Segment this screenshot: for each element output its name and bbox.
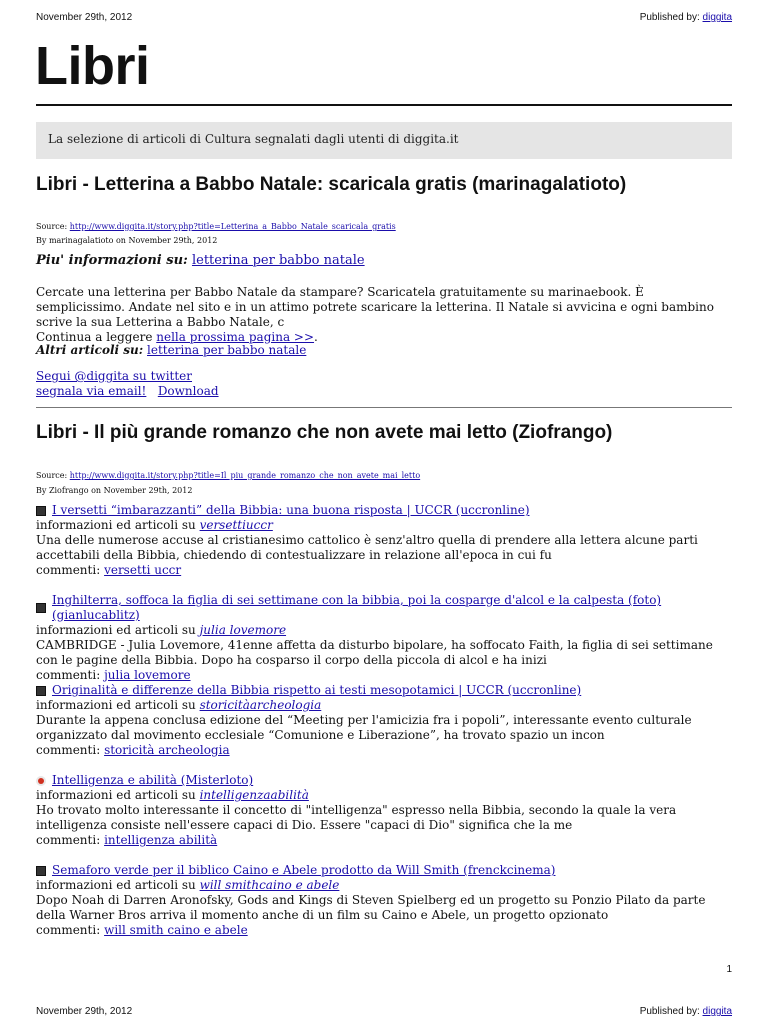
red-circle-favicon-icon — [36, 776, 46, 786]
article2-source-link[interactable]: http://www.diggita.it/story.php?title=Il_piu_grande_romanzo_che_non_avete_mai_letto — [69, 471, 421, 480]
page-header — [36, 12, 732, 26]
related-entry-link[interactable]: Semaforo verde per il biblico Caino e Abele prodotto da Will Smith (frenckcinema) — [52, 863, 556, 877]
article1-body-text: Cercate una letterina per Babbo Natale da stampare? Scaricatela gratuitamente su marinaebook. È semplicissimo. Andate nel sito e in un attimo potrete scaricare la letterina. Il Natale si avvicina e ogni bambino scrive la sua Letterina a Babbo Natale, c — [36, 285, 714, 329]
related-entry-body: CAMBRIDGE - Julia Lovemore, 41enne affetta da disturbo bipolare, ha soffocato Faith, la figlia di sei settimane con le pagine della Bibbia. Dopo ha cosparso il corpo della piccola di alcol e ha inizi — [36, 638, 713, 667]
comments-link[interactable]: intelligenza abilità — [104, 833, 218, 847]
related-entry — [36, 863, 736, 938]
info-label: informazioni ed articoli su — [36, 878, 200, 892]
footer-publisher — [640, 1006, 732, 1017]
comments-label: commenti: — [36, 833, 105, 847]
comments-label: commenti: — [36, 743, 105, 757]
related-entry — [36, 593, 736, 683]
article2-byline: By Ziofrango on November 29th, 2012 — [36, 486, 193, 495]
article1-byline: By marinagalatioto on November 29th, 2012 — [36, 236, 218, 245]
info-label: informazioni ed articoli su — [36, 623, 200, 637]
more-info-label: Piu' informazioni su: — [36, 253, 188, 268]
article1-altri — [36, 342, 306, 358]
comments-label: commenti: — [36, 923, 105, 937]
related-entry — [36, 773, 736, 848]
title-divider — [36, 104, 732, 106]
header-date: November 29th, 2012 — [36, 12, 133, 23]
site-favicon-icon — [36, 686, 46, 696]
comments-link[interactable]: storicità archeologia — [104, 743, 230, 757]
site-favicon-icon — [36, 866, 46, 876]
related-entry-link[interactable]: I versetti “imbarazzanti” della Bibbia: una buona risposta | UCCR (uccronline) — [52, 503, 530, 517]
related-entry-body: Durante la appena conclusa edizione del “Meeting per l'amicizia fra i popoli”, interessante evento culturale organizzato dal movimento ecclesiale “Comunione e Liberazione”, ha trovato spazio un incon — [36, 713, 692, 742]
article1-title: Libri - Letterina a Babbo Natale: scaricala gratis (marinagalatioto) — [36, 174, 627, 195]
altri-link[interactable]: letterina per babbo natale — [147, 343, 307, 357]
info-label: informazioni ed articoli su — [36, 518, 200, 532]
related-entry-body: Una delle numerose accuse al cristianesimo cattolico è senz'altro quella di prendere alla lettera alcune parti accettabili della Bibbia, chiedendo di contestualizzare in relazione all'epoca in cui fu — [36, 533, 698, 562]
related-entry-body: Ho trovato molto interessante il concetto di "intelligenza" espresso nella Bibbia, secondo la quale la vera intelligenza consiste nell'essere capaci di Dio. Essere "capaci di Dio" significa che la me — [36, 803, 677, 832]
source-label: Source: — [36, 471, 70, 480]
header-publisher — [640, 12, 732, 23]
info-tag-link[interactable]: storicitàarcheologia — [199, 698, 322, 712]
more-info-link[interactable]: letterina per babbo natale — [191, 253, 365, 268]
article1-more-info — [36, 253, 365, 269]
article1-body — [36, 285, 736, 345]
info-tag-link[interactable]: versettiuccr — [199, 518, 273, 532]
related-entry — [36, 683, 736, 758]
publisher-label: Published by: — [639, 1006, 703, 1017]
publisher-label: Published by: — [639, 12, 703, 23]
info-label: informazioni ed articoli su — [36, 788, 200, 802]
comments-link[interactable]: julia lovemore — [104, 668, 191, 682]
site-favicon-icon — [36, 603, 46, 613]
publisher-link[interactable]: diggita — [702, 12, 732, 23]
related-entry-body: Dopo Noah di Darren Aronofsky, Gods and Kings di Steven Spielberg ed un progetto su Ponzio Pilato da parte della Warner Bros arriva il momento anche di un film su Caino e Abele, un progetto opzionato — [36, 893, 706, 922]
article1-source-link[interactable]: http://www.diggita.it/story.php?title=Letterina_a_Babbo_Natale_scaricala_gratis — [69, 222, 396, 231]
footer-date: November 29th, 2012 — [36, 1006, 133, 1017]
info-tag-link[interactable]: julia lovemore — [199, 623, 287, 637]
comments-label: commenti: — [36, 668, 105, 682]
related-entry — [36, 503, 736, 578]
comments-link[interactable]: versetti uccr — [104, 563, 182, 577]
source-label: Source: — [36, 222, 70, 231]
related-entry-link[interactable]: Originalità e differenze della Bibbia rispetto ai testi mesopotamici | UCCR (uccronline) — [52, 683, 582, 697]
article2-title: Libri - Il più grande romanzo che non avete mai letto (Ziofrango) — [36, 422, 613, 443]
continue-label: Continua a leggere — [36, 330, 157, 344]
download-link[interactable]: Download — [157, 384, 219, 398]
comments-label: commenti: — [36, 563, 105, 577]
info-label: informazioni ed articoli su — [36, 698, 200, 712]
info-tag-link[interactable]: will smithcaino e abele — [199, 878, 340, 892]
publisher-link[interactable]: diggita — [702, 1006, 732, 1017]
continue-end: . — [314, 330, 318, 344]
comments-link[interactable]: will smith caino e abele — [104, 923, 248, 937]
article1-source — [36, 222, 396, 232]
site-favicon-icon — [36, 506, 46, 516]
page-title: Libri — [35, 36, 150, 96]
altri-label: Altri articoli su: — [36, 343, 144, 357]
article-divider — [36, 407, 732, 408]
page-number: 1 — [726, 964, 732, 975]
tagline-box: La selezione di articoli di Cultura segnalati dagli utenti di diggita.it — [36, 122, 732, 159]
related-entry-link[interactable]: Intelligenza e abilità (Misterloto) — [52, 773, 254, 787]
related-entry-link[interactable]: Inghilterra, soffoca la figlia di sei settimane con la bibbia, poi la cosparge d'alcol e la calpesta (foto) (gianlucablitz) — [52, 593, 662, 622]
twitter-follow-link[interactable]: Segui @diggita su twitter — [36, 369, 193, 383]
email-share-link[interactable]: segnala via email! — [36, 384, 147, 398]
continue-link[interactable]: nella prossima pagina >> — [156, 330, 315, 344]
article1-share-links — [36, 369, 219, 399]
article2-source — [36, 471, 420, 481]
info-tag-link[interactable]: intelligenzaabilità — [199, 788, 309, 802]
